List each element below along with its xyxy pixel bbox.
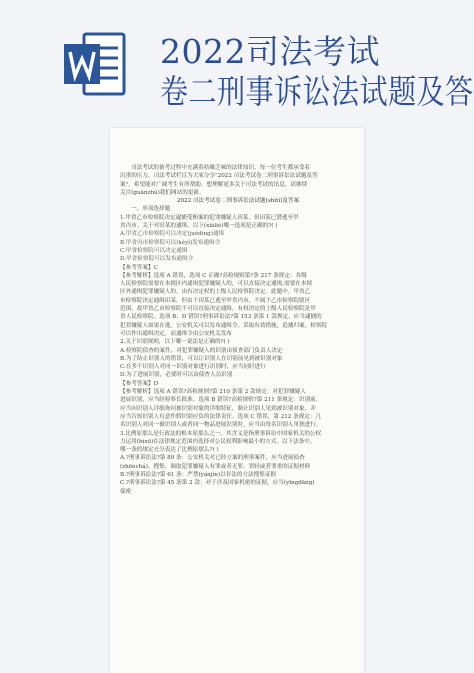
document-text-line: 省丙市。关于对田某的通缉，以下(xiàliè)哪一选项是正确的?( ) [120, 223, 278, 230]
document-text-line: A.?刑事诉讼法?第 89 条：公安机关对已经立案的刑事案件，应当进展侦查 [120, 455, 305, 462]
document-text-line: 力运用(bìxū)在法律规定范围内选择对公民权利影响最小的方式。以下法条中， [120, 438, 316, 445]
document-text-line: 1.甲省乙市检察院决定逮捕受贿案的犯罪嫌疑人田某，但田某已潜逃至甲 [120, 214, 299, 221]
document-text-line: 人民检察院需要在本辖区内通缉犯罪嫌疑人的，可以直接决定通缉;需要在本辖 [120, 281, 313, 288]
document-page-preview [110, 128, 364, 673]
document-text-line: 【参考答案】C [120, 264, 158, 271]
document-text-line: 案"，希望能对广阔考生有所帮助。想理解更多关于司法考试的讯息，请继续 [120, 181, 308, 188]
document-body [120, 164, 356, 496]
document-text-line: 2.关于识别规则，以下哪一说法是正确的?( ) [120, 339, 230, 346]
document-text-line: 应当向识别人详细询问被识别对象的详细特征，制止识别人见到被识别对象，并 [120, 405, 316, 412]
document-text-line: D.为了进展识别，必要时可以由侦查人员识别 [120, 372, 233, 379]
document-text-line: D.甲省检察院可以发布通缉令 [120, 256, 194, 263]
document-text-line: (zhēnchá)、搜集、调取犯罪嫌疑人有罪或者无罪、罪轻或者罪重的证据材料 [120, 463, 311, 470]
document-text-line: C.在多个识别人对同一识别对象进行识别时，应当同时进行 [120, 364, 266, 371]
document-text-line: 名识别人对同一被识别人或者同一物品进展识别时，应当由每名识别人单独进行。 [120, 422, 322, 429]
document-text-line: 犯罪嫌疑人如果在逃，公安机关可以发布通缉令，采取有效措施，追捕归案。检察院 [120, 322, 327, 329]
document-text-line: 市检察院决定通缉田某，但由于田某已逃至甲省丙市，不属于乙市检察院辖区 [120, 297, 311, 304]
document-text-line: A.检察院侦查的案件，对犯罪嫌疑人的识别由侦查部门负责人决定 [120, 347, 283, 354]
document-text-line: 范围，故甲省乙市检察院不可以直接决定通缉，有权决定的上级人民检察院是甲 [120, 306, 316, 313]
document-text-line: 可以作出通缉决定，而通缉令由公安机关发布 [120, 330, 232, 337]
document-text-line: B.甲省丙市检察院可以(kěyǐ)发布通缉令 [120, 239, 221, 246]
document-text-line: C.甲省检察院可以决定通缉 [120, 247, 188, 254]
document-text-line: B.为了防止识别人的错误，可以让识别人在识别前见到被识别对象 [120, 355, 283, 362]
document-text-line: 3.比例原那么是行政法的根本原那么之一。其含义是指刑事诉讼中国家机关的公权 [120, 430, 322, 437]
document-text-line: 区外通缉犯罪嫌疑人的，由有决定权的上级人民检察院决定。此题中，甲省乙 [120, 289, 311, 296]
document-text-line: 省人民检察院。选项 B、D 错误?刑事诉讼法?第 153 条第 1 款规定，应当逮捕的 [120, 314, 322, 321]
document-text-line: 司法考试的备考过程中充满着枯燥乏味的法律知识，每一位考生都承受着 [131, 165, 311, 171]
document-text-line: 2022 司法考试卷二刑事诉讼法试题(shìtí)及答案 [176, 198, 300, 205]
document-text-line: 【参考答案】D [120, 380, 159, 387]
document-text-line: 应当告知识别人有意作假识别应负的法律责任。选项 C 错误，第 212 条规定：几 [120, 413, 322, 420]
document-text-line: 沉重的压力，司法考试栏目为大家分享"2022 司法考试卷二刑事诉讼法试题及答 [120, 173, 318, 180]
document-text-line: 【参考解析】选项 A 错误，选项 C 正确?高检规则第?条 217 条规定：各级 [120, 272, 307, 279]
document-text-line: 【参考解析】选项 A 错误?高检规则?第 210 条第 2 款规定：对犯罪嫌疑人 [120, 389, 306, 396]
word-document-icon [64, 32, 126, 96]
document-text-line: 哪一条的规定充分表达了比例原那么?( ) [120, 447, 219, 454]
document-text-line: A.甲省乙市检察院可以决定(juédìng)通缉 [120, 231, 225, 238]
header-banner [0, 0, 474, 112]
document-text-line: 保密 [120, 488, 132, 495]
document-text-line: 一、单项选择题 [131, 206, 171, 213]
document-text-line: 关注(guānzhù)我们网站的更新。 [120, 189, 205, 196]
document-text-line: C.?刑事诉讼法?第 45 条第 2 款：对于涉及国家机密的证据，应当(yīngdāng) [120, 480, 315, 487]
title-line-1: 2022司法考试 [160, 32, 380, 71]
title-line-2: 卷二刑事诉讼法试题及答 [160, 72, 474, 111]
document-text-line: B.?刑事诉讼法?第 61 条：严禁(yánjìn)以非法的方法搜集证据 [120, 471, 277, 478]
document-text-line: 进展识别，应当经检察长批准。选项 B 错误?高检规则?第 211 条规定：识别前， [120, 397, 322, 404]
